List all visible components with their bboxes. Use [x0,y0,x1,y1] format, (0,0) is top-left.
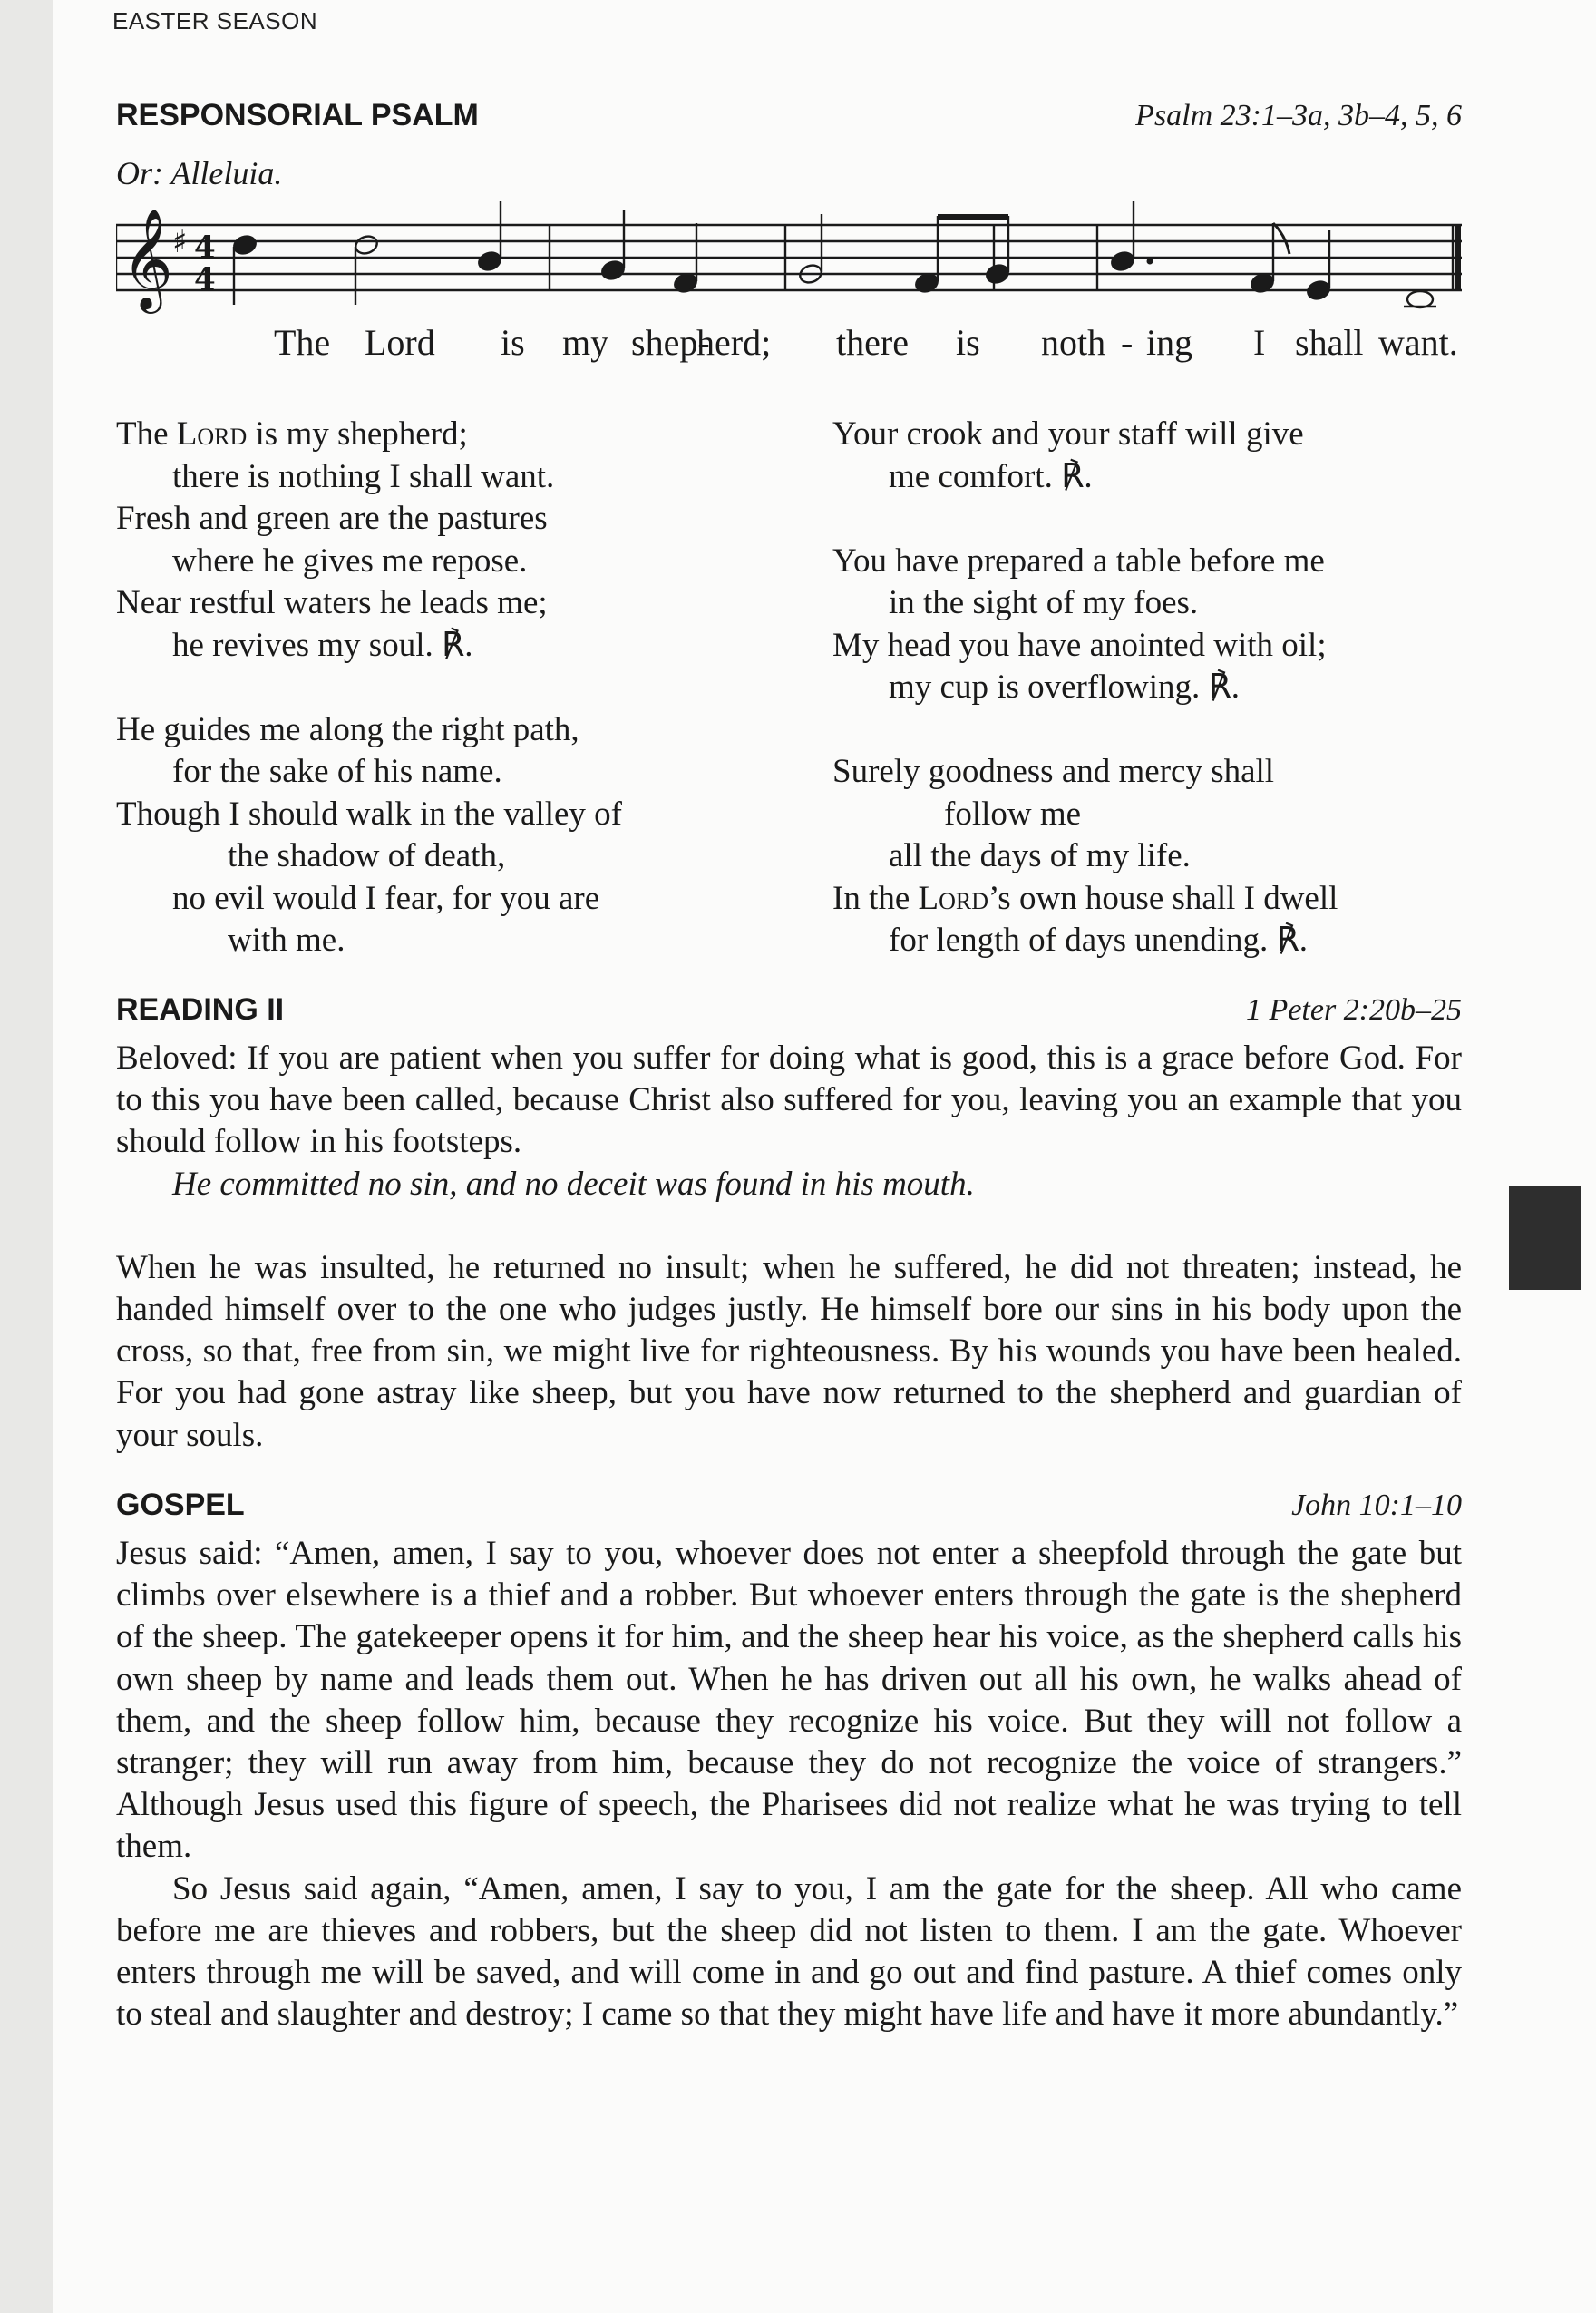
gospel-body [116,1533,1462,2035]
verse-line: Fresh and green are the pastures [116,500,548,537]
verse-line: with me. [228,922,345,959]
sharp-icon: ♯ [172,224,188,260]
gospel-citation: John 10:1–10 [1291,1488,1462,1522]
lyric-syllable: ing [1146,322,1193,363]
psalm-right-column [832,414,1338,962]
verse-line: my cup is overflowing. ℟. [889,669,1241,706]
verse-line: My head you have anointed with oil; [832,626,1327,664]
verse-line: no evil would I fear, for you are [172,879,600,917]
verse-line: The Lord is my shepherd; [116,415,468,453]
lyric-syllable: The [274,322,331,363]
reading2-paragraph: Beloved: If you are patient when you suffer for doing what is good, this is a grace before God. For to this you have been called, because Christ also suffered for you, leaving you an example that you should follow in his footsteps. [116,1039,1462,1161]
lyric-syllable: herd; [696,322,772,363]
svg-text:4: 4 [194,229,216,266]
svg-text:4: 4 [194,261,216,298]
psalm-header [116,98,1462,133]
psalm-left-column [116,414,622,962]
section-thumb-tab [1509,1186,1581,1290]
lyric-syllable: want. [1378,322,1458,363]
antiphon-lyrics [116,321,1462,366]
verse-line: for length of days unending. ℟. [889,922,1309,959]
reading2-title: READING II [116,992,285,1027]
verse-line: follow me [944,795,1082,833]
verse-line: the shadow of death, [228,837,506,874]
verse-spacer [116,667,622,709]
verse-line: there is nothing I shall want. [172,457,555,495]
page-left-edge [0,0,53,2313]
lyric-syllable: noth [1041,322,1106,363]
psalm-citation: Psalm 23:1–3a, 3b–4, 5, 6 [1135,99,1462,132]
lyric-syllable: is [956,322,980,363]
verse-line: all the days of my life. [889,837,1191,874]
gospel-paragraph: Jesus said: “Amen, amen, I say to you, whoever does not enter a sheepfold through the gate but climbs over elsewhere is a thief and a robber. But whoever enters through the gate is the shepherd of the sheep. The gatekeeper opens it for him, and the sheep hear his voice, as the shepherd calls his own sheep by name and leads them out. When he has driven out all his own, he walks ahead of them, and the sheep follow him, because they recognize his voice. But they will not follow a stranger; they will run away from him, because they do not recognize the voice of strangers.” Although Jesus used this figure of speech, the Pharisees did not realize what he was trying to tell them. [116,1535,1462,1866]
verse-line: for the sake of his name. [172,753,502,790]
antiphon-music-staff [116,189,1462,325]
reading2-citation: 1 Peter 2:20b–25 [1246,993,1462,1027]
verse-line: He guides me along the right path, [116,710,579,748]
treble-clef-icon: 𝄞 [122,208,173,309]
gospel-paragraph: So Jesus said again, “Amen, amen, I say to you, I am the gate for the sheep. All who came before me are thieves and robbers, but the sheep did not listen to them. I am the gate. Whoever enters through me will be saved, and will come in and go out and find pasture. A thief comes only to steal and slaughter and destroy; I came so that they might have life and have it more abundantly.” [116,1869,1462,2034]
verse-line: Your crook and your staff will give [832,415,1304,453]
verse-spacer [832,498,1338,541]
lyric-syllable: shall [1295,322,1364,363]
reading2-body [116,1038,1462,1457]
verse-line: Though I should walk in the valley of [116,795,622,833]
psalm-or-line: Or: Alleluia. [116,155,283,191]
verse-line: me comfort. ℟. [889,457,1093,495]
psalm-title: RESPONSORIAL PSALM [116,98,479,132]
lyric-syllable: is [501,322,525,363]
verse-line: he revives my soul. ℟. [172,626,473,664]
verse-line: You have prepared a table before me [832,542,1325,580]
verse-line: Near restful waters he leads me; [116,584,548,621]
verse-line: In the Lord’s own house shall I dwell [832,879,1338,917]
verse-line: where he gives me repose. [172,542,528,580]
running-head: EASTER SEASON [112,7,318,34]
verse-line: Surely goodness and mercy shall [832,753,1275,790]
gospel-header [116,1488,1462,1523]
gospel-title: GOSPEL [116,1488,245,1522]
lyric-syllable: my [562,322,609,363]
lyric-syllable: I [1253,322,1266,363]
verse-line: in the sight of my foes. [889,584,1199,621]
reading2-header [116,992,1462,1028]
lyric-syllable: - [1121,322,1134,363]
reading2-quote: He committed no sin, and no deceit was found in his mouth. [172,1165,975,1203]
lyric-syllable: Lord [365,322,435,363]
lyric-syllable: shep- [631,322,710,363]
reading2-paragraph: When he was insulted, he returned no insult; when he suffered, he did not threaten; instead, he handed himself over to the one who judges justly. He himself bore our sins in his body upon the cross, so that, free from sin, we might live for righteousness. By his wounds you have been healed. For you had gone astray like sheep, but you have now returned to the shepherd and guardian of your souls. [116,1248,1462,1454]
lyric-syllable: there [836,322,909,363]
verse-spacer [832,709,1338,752]
